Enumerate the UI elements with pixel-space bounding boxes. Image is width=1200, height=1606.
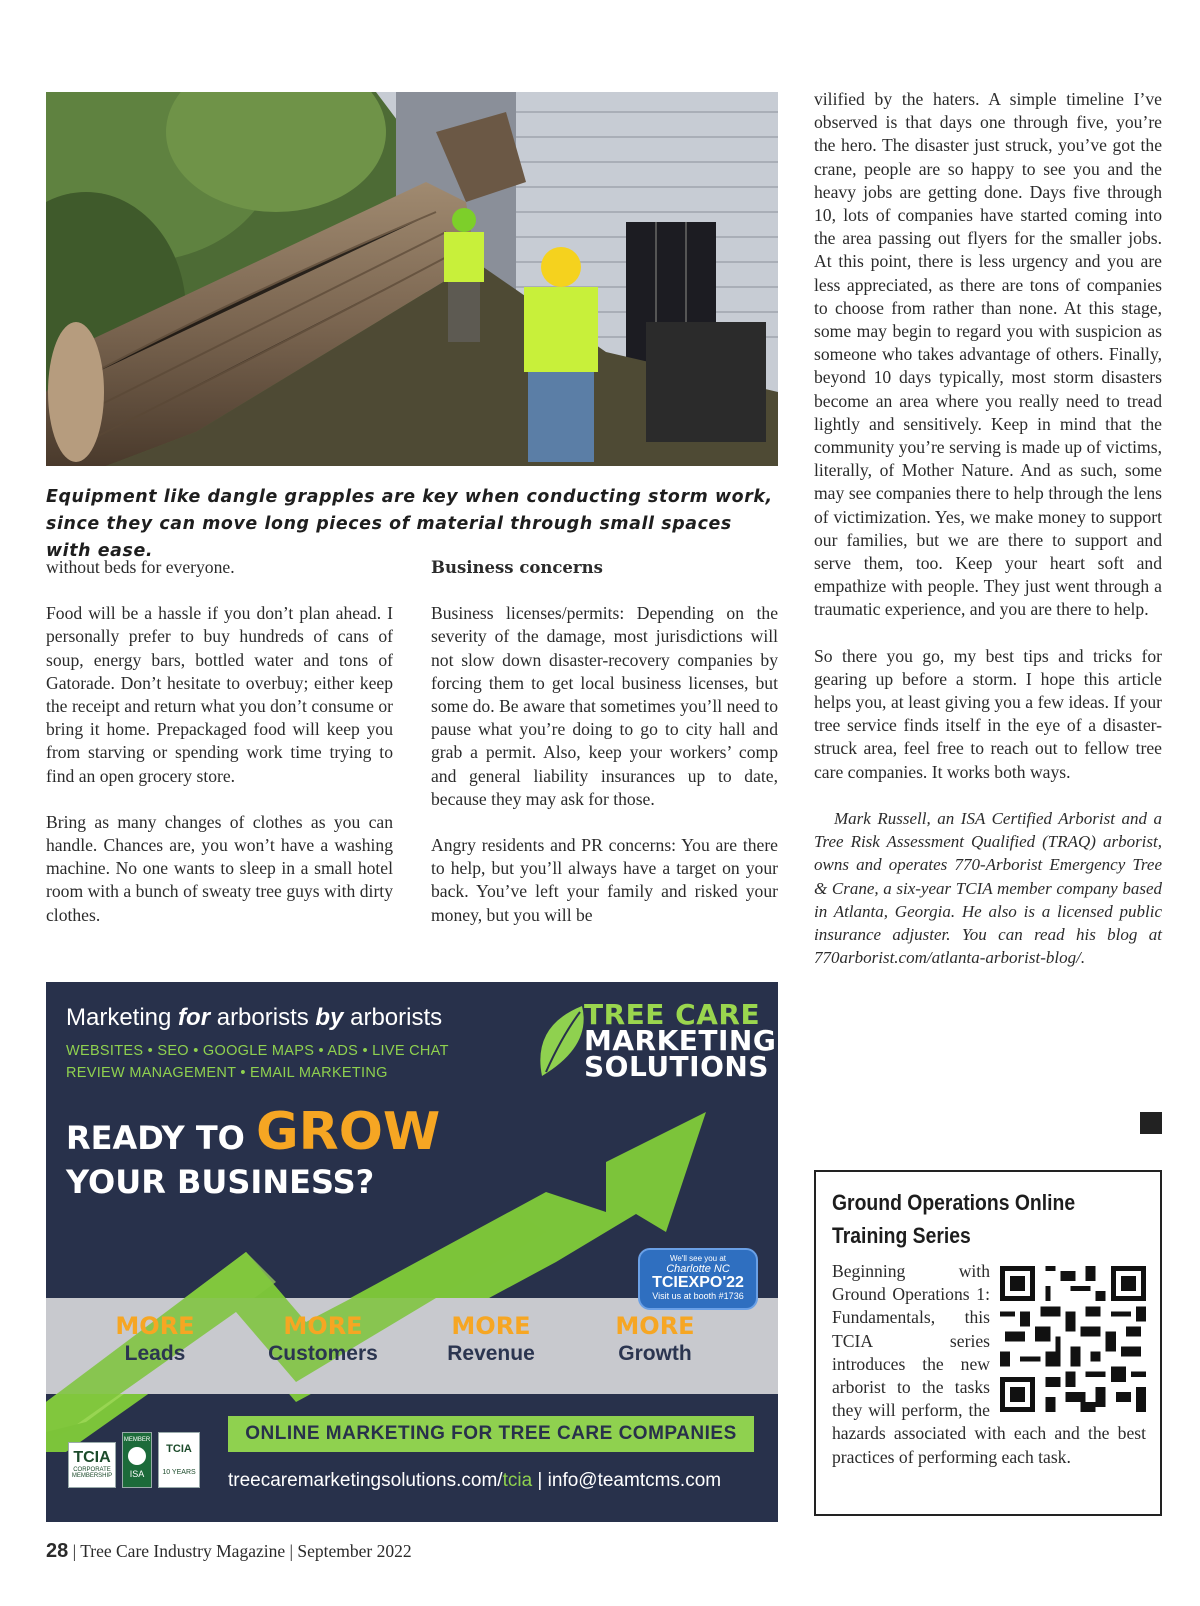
ad-website-link[interactable]: treecaremarketingsolutions.com/tcia [228,1470,533,1491]
magazine-name: Tree Care Industry Magazine [80,1541,286,1561]
training-series-box [814,1170,1162,1516]
benefit-revenue: MORE Revenue [447,1312,535,1365]
tcia-corporate-badge-icon: TCIA CORPORATE MEMBERSHIP [68,1442,116,1488]
ad-contact[interactable]: treecaremarketingsolutions.com/tcia | info@teamtcms.com [228,1470,722,1491]
paragraph: Angry residents and PR concerns: You are there to help, but you’ll always have a target on your back. You’ve left your family and risked your money, but you will be [431,835,778,925]
ad-email-link[interactable]: info@teamtcms.com [547,1470,722,1491]
ad-logo-text: TREE CARE MARKETING SOLUTIONS [584,998,777,1083]
storm-damage-photo [46,92,778,466]
advertisement[interactable] [46,982,778,1522]
qr-code-icon[interactable] [1000,1266,1146,1412]
ad-services-list: WEBSITES • SEO • GOOGLE MAPS • ADS • LIVE CHAT REVIEW MANAGEMENT • EMAIL MARKETING [66,1043,449,1081]
issue-date: September 2022 [297,1541,412,1561]
box-title: Ground Operations Online Training Series [832,1190,1076,1248]
article-column-3 [814,88,1162,969]
article-column-1 [46,556,393,927]
storm-damage-photo-icon [46,92,778,466]
page-number: 28 [46,1540,69,1562]
benefit-customers: MORE Customers [268,1312,378,1365]
paragraph: vilified by the haters. A simple timeline I’ve observed is that days one through five, you’re the hero. The disaster just struck, you’ve got the crane, people are so happy to see you and the heavy jobs are getting done. Days five through 10, lots of companies have started coming into the area passing out flyers for the smaller jobs. At this point, there is less urgency and you are less appreciated, as there are tons of companies to choose from rather than none. At this stage, some may begin to regard you with suspicion as someone who takes advantage of others. Finally, beyond 10 days typically, most storm disasters become an area where you really need to tread lightly and sensitively. Keep in mind that the community you’re serving is made up of victims, literally, of Mother Nature. And as such, some may see companies there to help through the lens of victimization. Yes, we make money to support our families, but we are there to support and serve them, too. Keep your heart soft and empathize with people. They just went through a traumatic experience, and you are there to help. [814,89,1162,620]
isa-member-badge-icon: MEMBER ISA [122,1432,152,1488]
paragraph: Food will be a hassle if you don’t plan ahead. I personally prefer to buy hundreds of cans of soup, energy bars, bottled water and tons of Gatorade. Don’t hesitate to overbuy; either keep the receipt and return what you don’t consume or bring it home. Prepackaged food will keep you from starving or spending work time trying to find an open grocery store. [46,603,393,786]
ad-banner: ONLINE MARKETING FOR TREE CARE COMPANIES [228,1416,754,1452]
photo-caption: Equipment like dangle grapples are key when conducting storm work, since they can move long pieces of material through small spaces with ease. [46,487,773,561]
end-of-article-mark [1140,1112,1162,1134]
benefit-growth: MORE Growth [615,1312,695,1365]
benefit-leads: MORE Leads [115,1312,195,1365]
paragraph: Business licenses/permits: Depending on the severity of the damage, most jurisdictions will not slow down disaster-recovery companies by forcing them to get local business licenses, but some do. Be aware that sometimes you’ll need to pause what you’re doing to go to city hall and grab a permit. Also, keep your workers’ comp and general liability insurances up to date, because they may ask for those. [431,603,778,809]
tciexpo-badge: We'll see you at Charlotte NC TCIEXPO'22 Visit us at booth #1736 [638,1248,758,1310]
article-column-2 [431,556,778,927]
ad-tagline: READY TO GROW YOUR BUSINESS? [66,1102,441,1201]
paragraph: without beds for everyone. [46,557,235,577]
box-body: Beginning with Ground Operations 1: Fundamentals, this TCIA series introduces the new arborist to the tasks they will perform, the hazards associated with each and the best practices of performing each task. [832,1261,1146,1467]
paragraph: Bring as many changes of clothes as you can handle. Chances are, you won’t have a washing machine. No one wants to sleep in a small hotel room with a bunch of sweaty tree guys with dirty clothes. [46,811,393,925]
author-bio: Mark Russell, an ISA Certified Arborist and a Tree Risk Assessment Qualified (TRAQ) arborist, owns and operates 770-Arborist Emergency Tree & Crane, a six-year TCIA member company based in Atlanta, Georgia. He also is a licensed public insurance adjuster. You can read his blog at 770arborist.com/atlanta-arborist-blog/. [814,808,1162,968]
paragraph: So there you go, my best tips and tricks for gearing up before a storm. I hope this article helps you, at least giving you a few ideas. If your tree service finds itself in the eye of a disaster-struck area, feel free to reach out to fellow tree care companies. It works both ways. [814,645,1162,782]
ad-headline: Marketing for arborists by arborists [66,1004,443,1031]
page-footer: 28 | Tree Care Industry Magazine | September 2022 [46,1540,412,1562]
tcia-years-badge-icon: TCIA 10 YEARS [158,1432,200,1488]
section-subhead: Business concerns [431,558,603,577]
